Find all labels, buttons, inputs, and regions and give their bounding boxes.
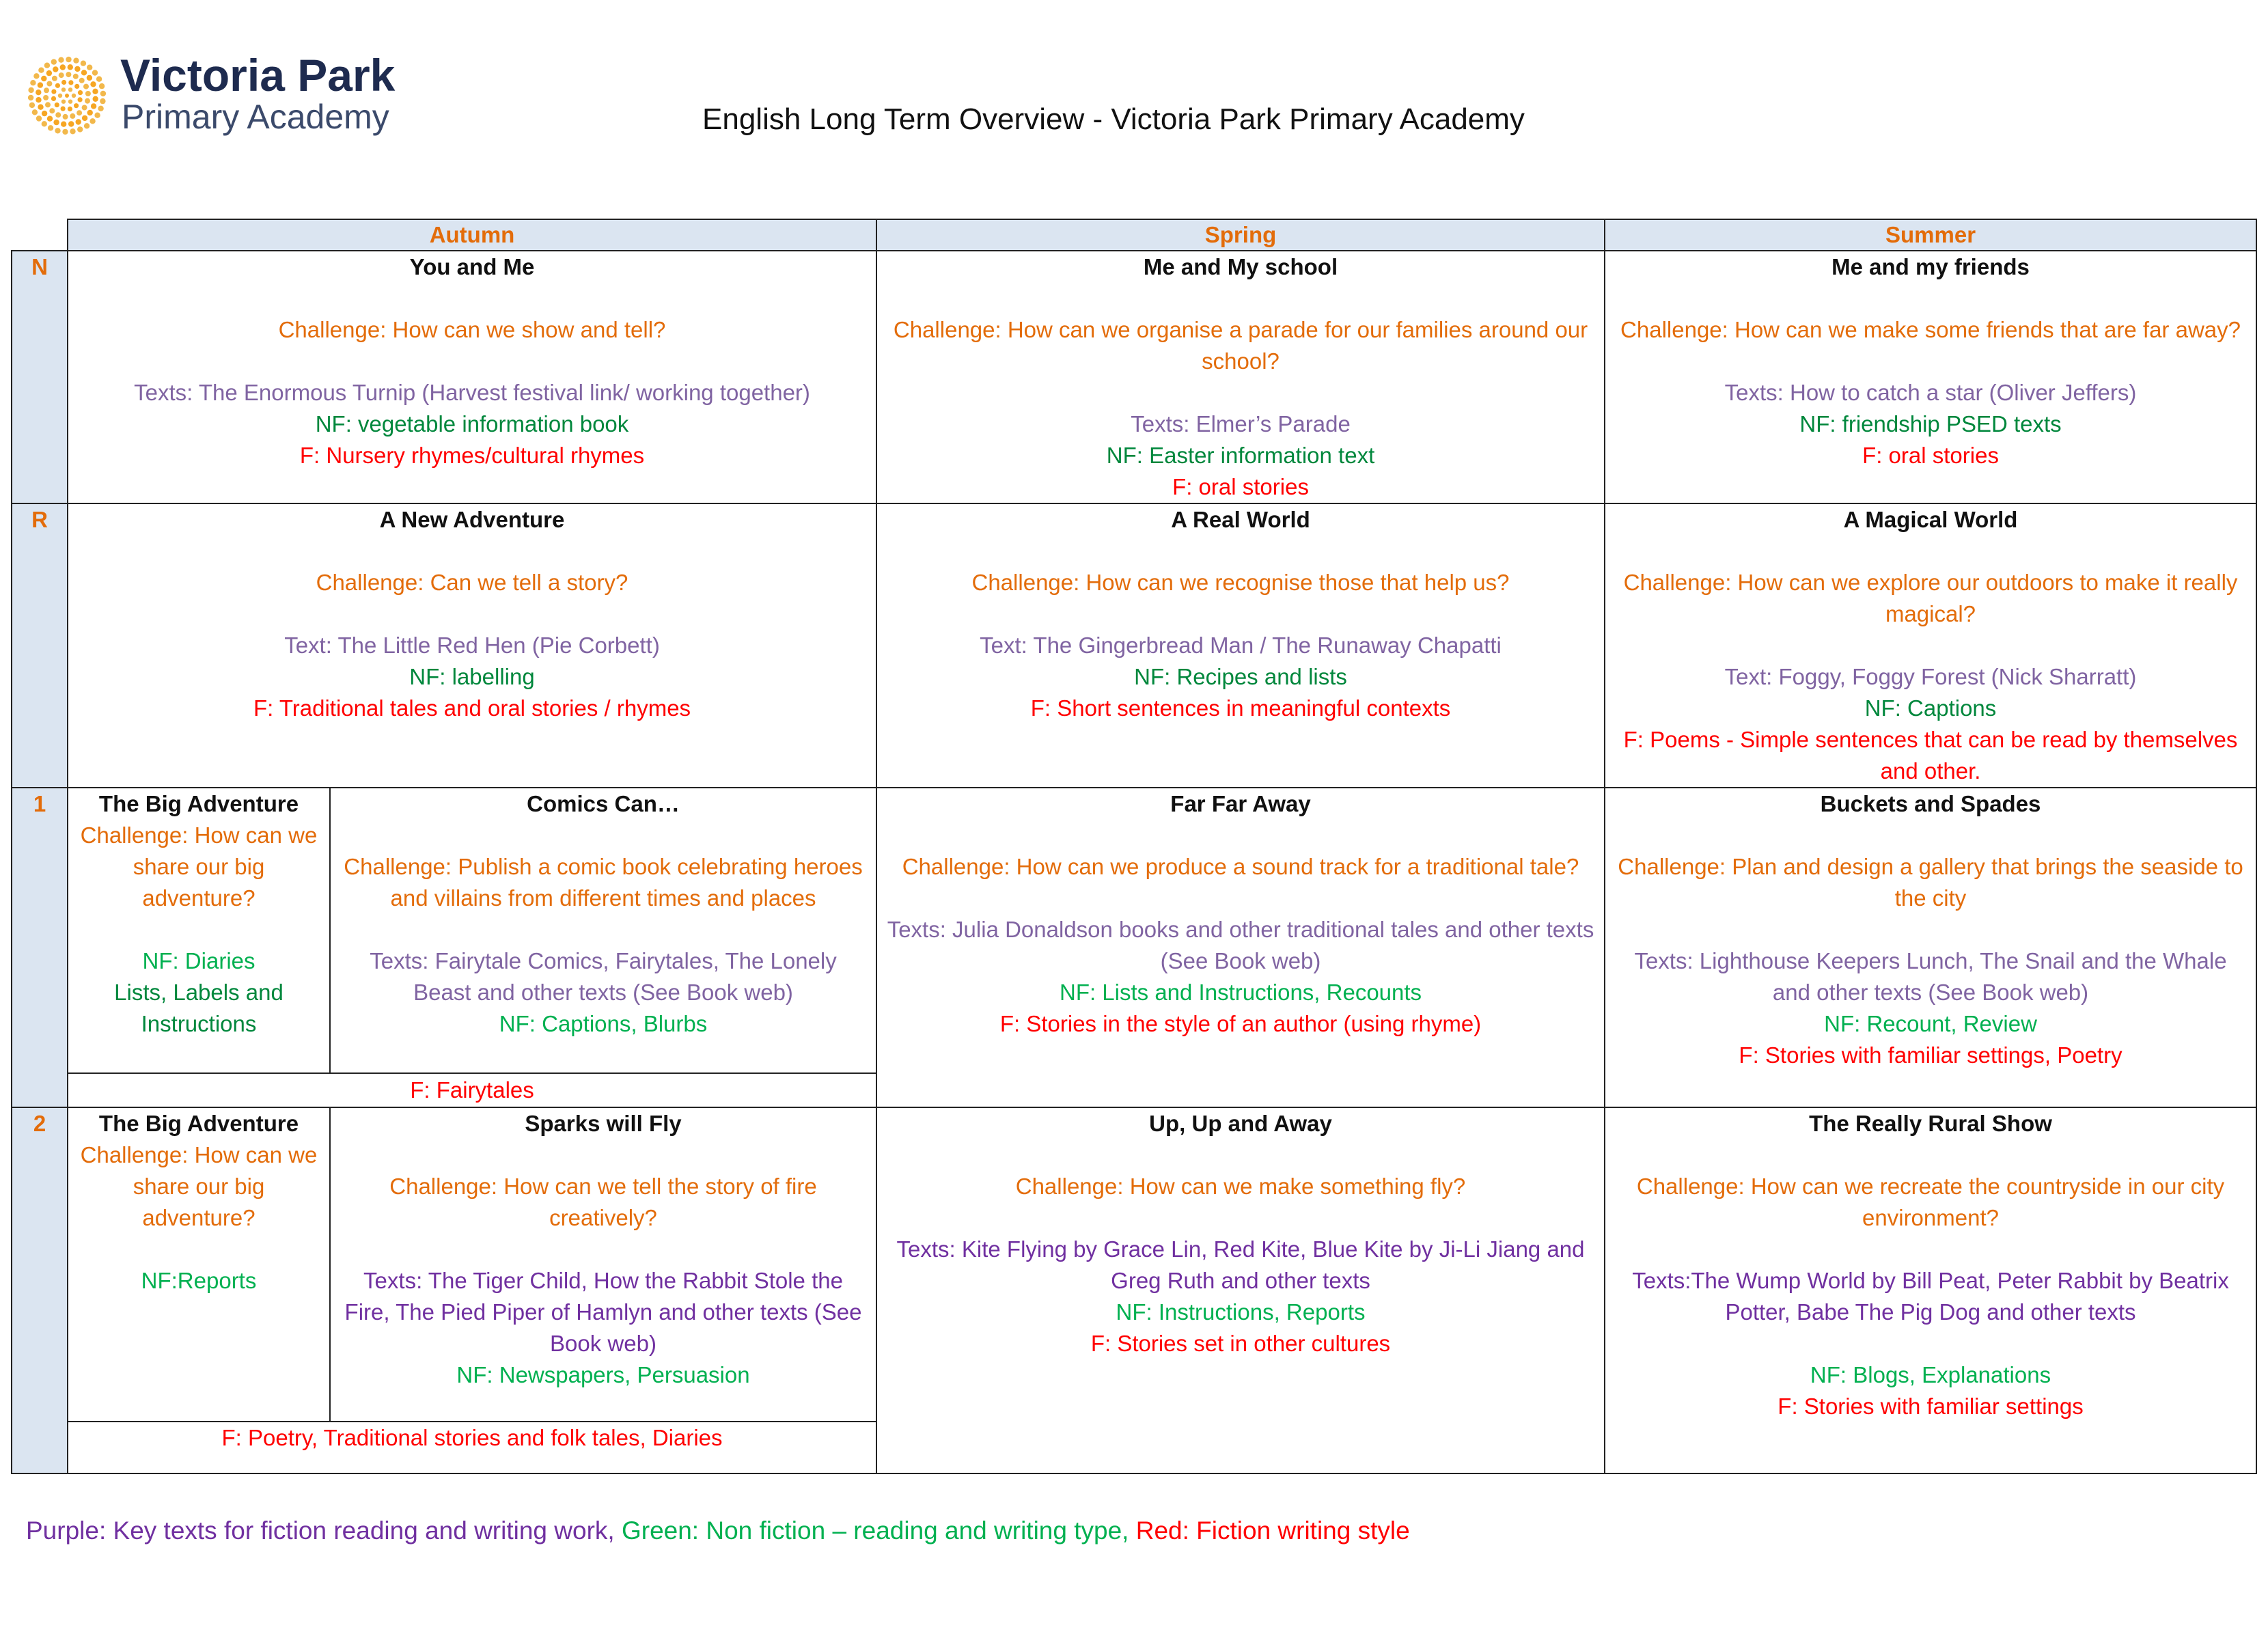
cell-reception-autumn	[68, 503, 876, 788]
texts-line: Texts: Lighthouse Keepers Lunch, The Snail and the Whale and other texts (See Book web)	[1634, 948, 2227, 1005]
cell-year1-autumn1	[68, 788, 330, 1073]
row-year1	[12, 788, 2256, 1073]
corner-cell	[12, 219, 68, 251]
topic-title: The Really Rural Show	[1809, 1111, 2052, 1136]
fiction-line: F: Stories in the style of an author (using rhyme)	[999, 1011, 1482, 1036]
cell-year2-autumn-fiction	[68, 1422, 876, 1473]
challenge-text: Challenge: How can we explore our outdoors to make it really magical?	[1623, 570, 2238, 626]
header-spring: Spring	[876, 219, 1605, 251]
fiction-line: F: Traditional tales and oral stories / rhymes	[253, 695, 691, 721]
topic-title: Comics Can…	[527, 791, 680, 816]
challenge-text: Challenge: How can we share our big adventure?	[80, 1142, 318, 1230]
cell-nursery-summer	[1605, 251, 2256, 503]
nonfiction-line: NF: Lists and Instructions, Recounts	[1059, 980, 1422, 1005]
header-row	[12, 219, 2256, 251]
fiction-line: F: Stories with familiar settings, Poetry	[1739, 1042, 2122, 1068]
topic-title: Buckets and Spades	[1820, 791, 2041, 816]
nonfiction-line: NF: Recount, Review	[1824, 1011, 2037, 1036]
nonfiction-line: NF: Recipes and lists	[1134, 664, 1347, 689]
texts-line: Texts:The Wump World by Bill Peat, Peter Rabbit by Beatrix Potter, Babe The Pig Dog and other texts	[1632, 1268, 2229, 1325]
year-label-reception: R	[12, 503, 68, 788]
nonfiction-line: NF: vegetable information book	[315, 411, 629, 437]
cell-nursery-spring	[876, 251, 1605, 503]
cell-year1-autumn2	[330, 788, 876, 1073]
sunburst-logo-icon	[25, 53, 109, 138]
fiction-line: F: Fairytales	[410, 1077, 534, 1103]
nonfiction-line: NF: Diaries	[142, 948, 255, 973]
topic-title: You and Me	[409, 254, 535, 279]
cell-year1-spring	[876, 788, 1605, 1107]
logo-name: Victoria Park	[120, 50, 396, 100]
nonfiction-line: NF: Captions, Blurbs	[499, 1011, 708, 1036]
school-logo	[25, 49, 407, 152]
topic-title: A Real World	[1171, 507, 1310, 532]
fiction-line: F: Poems - Simple sentences that can be read by themselves and other.	[1623, 727, 2238, 784]
year-label-year1: 1	[12, 788, 68, 1107]
texts-line: Texts: Julia Donaldson books and other traditional tales and other texts (See Book web)	[887, 917, 1594, 973]
row-nursery	[12, 251, 2256, 503]
topic-title: A Magical World	[1843, 507, 2018, 532]
challenge-text: Challenge: How can we recreate the countryside in our city environment?	[1636, 1174, 2225, 1230]
texts-line: Texts: How to catch a star (Oliver Jeffers)	[1724, 380, 2137, 405]
fiction-line: F: Stories set in other cultures	[1090, 1331, 1391, 1356]
nonfiction-line: NF: Newspapers, Persuasion	[456, 1362, 750, 1387]
texts-line: Texts: Fairytale Comics, Fairytales, The Lonely Beast and other texts (See Book web)	[370, 948, 837, 1005]
topic-title: Far Far Away	[1170, 791, 1311, 816]
nonfiction-line: NF: friendship PSED texts	[1799, 411, 2062, 437]
cell-year1-autumn-fiction	[68, 1073, 876, 1107]
legend-purple: Purple: Key texts for fiction reading and writing work,	[26, 1517, 615, 1545]
challenge-text: Challenge: How can we produce a sound track for a traditional tale?	[902, 854, 1579, 879]
texts-line: Text: The Little Red Hen (Pie Corbett)	[284, 633, 660, 658]
fiction-line: F: oral stories	[1862, 443, 1999, 468]
nonfiction-extra: Lists, Labels and Instructions	[114, 980, 284, 1036]
fiction-line: F: Stories with familiar settings	[1778, 1394, 2084, 1419]
texts-line: Texts: The Tiger Child, How the Rabbit Stole the Fire, The Pied Piper of Hamlyn and other texts (See Book web)	[344, 1268, 862, 1356]
texts-line: Text: Foggy, Foggy Forest (Nick Sharratt)	[1724, 664, 2137, 689]
topic-title: Up, Up and Away	[1149, 1111, 1332, 1136]
legend-red: Red: Fiction writing style	[1129, 1517, 1410, 1545]
year-label-year2: 2	[12, 1107, 68, 1473]
cell-year1-summer	[1605, 788, 2256, 1107]
legend-green: Green: Non fiction – reading and writing type,	[614, 1517, 1129, 1545]
texts-line: Texts: The Enormous Turnip (Harvest festival link/ working together)	[134, 380, 810, 405]
challenge-text: Challenge: Publish a comic book celebrating heroes and villains from different times and places	[344, 854, 863, 911]
row-year2	[12, 1107, 2256, 1422]
topic-title: Me and my friends	[1831, 254, 2030, 279]
cell-reception-spring	[876, 503, 1605, 788]
cell-reception-summer	[1605, 503, 2256, 788]
header-autumn: Autumn	[68, 219, 876, 251]
cell-year2-autumn1	[68, 1107, 330, 1422]
texts-line: Texts: Elmer’s Parade	[1131, 411, 1351, 437]
cell-year2-spring	[876, 1107, 1605, 1473]
challenge-text: Challenge: How can we show and tell?	[278, 317, 666, 342]
challenge-text: Challenge: Plan and design a gallery that brings the seaside to the city	[1618, 854, 2243, 911]
fiction-line: F: Poetry, Traditional stories and folk tales, Diaries	[221, 1425, 723, 1450]
topic-title: Me and My school	[1143, 254, 1338, 279]
texts-line: Texts: Kite Flying by Grace Lin, Red Kite, Blue Kite by Ji-Li Jiang and Greg Ruth and other texts	[896, 1236, 1585, 1293]
page-title: English Long Term Overview - Victoria Park Primary Academy	[702, 102, 1525, 136]
challenge-text: Challenge: How can we share our big adventure?	[80, 822, 318, 911]
challenge-text: Challenge: How can we make something fly?	[1015, 1174, 1466, 1199]
colour-legend	[26, 1517, 1410, 1545]
challenge-text: Challenge: How can we tell the story of fire creatively?	[389, 1174, 817, 1230]
nonfiction-line: NF: Instructions, Reports	[1116, 1299, 1366, 1325]
topic-title: The Big Adventure	[98, 1111, 299, 1136]
fiction-line: F: Nursery rhymes/cultural rhymes	[299, 443, 645, 468]
fiction-line: F: oral stories	[1172, 474, 1309, 499]
challenge-text: Challenge: Can we tell a story?	[316, 570, 628, 595]
challenge-text: Challenge: How can we organise a parade for our families around our school?	[893, 317, 1588, 374]
cell-year2-summer	[1605, 1107, 2256, 1473]
overview-table	[11, 219, 2257, 1474]
nonfiction-line: NF: Captions	[1864, 695, 1997, 721]
nonfiction-line: NF: Easter information text	[1106, 443, 1375, 468]
fiction-line: F: Short sentences in meaningful contexts	[1030, 695, 1451, 721]
challenge-text: Challenge: How can we make some friends that are far away?	[1620, 317, 2241, 342]
cell-year2-autumn2	[330, 1107, 876, 1422]
nonfiction-line: NF: Blogs, Explanations	[1810, 1362, 2051, 1387]
logo-subtitle: Primary Academy	[122, 98, 389, 136]
topic-title: The Big Adventure	[98, 791, 299, 816]
challenge-text: Challenge: How can we recognise those that help us?	[971, 570, 1510, 595]
topic-title: Sparks will Fly	[525, 1111, 682, 1136]
cell-nursery-autumn	[68, 251, 876, 503]
nonfiction-line: NF: labelling	[409, 664, 535, 689]
row-reception	[12, 503, 2256, 788]
nonfiction-line: NF:Reports	[141, 1268, 257, 1293]
topic-title: A New Adventure	[379, 507, 565, 532]
header-summer: Summer	[1605, 219, 2256, 251]
year-label-nursery: N	[12, 251, 68, 503]
texts-line: Text: The Gingerbread Man / The Runaway Chapatti	[980, 633, 1502, 658]
